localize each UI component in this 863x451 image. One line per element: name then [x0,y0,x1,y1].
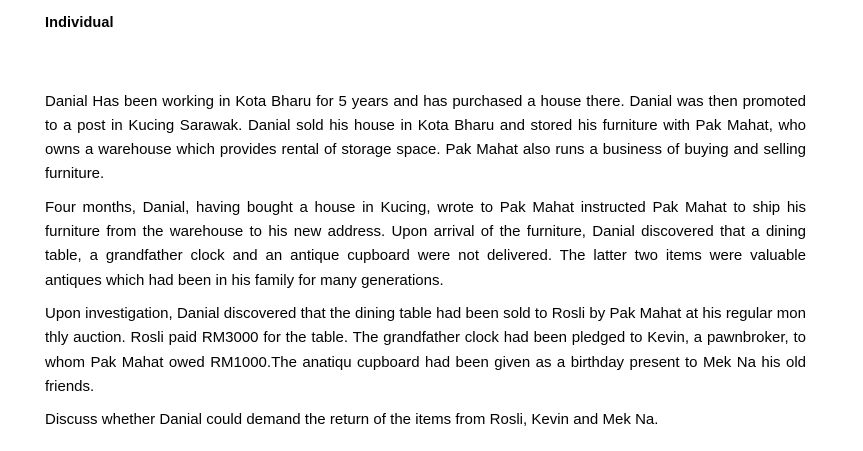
page-title: Individual [45,15,114,31]
body-paragraph-2: Four months, Danial, having bought a house in Kucing, wrote to Pak Mahat instructed Pak Mahat to ship his furniture from the warehouse to his new address. Upon arrival of the furniture, Danial discovered that a dining table, a grandfather clock and an antique cupboard were not delivered. The latter two items were valuable antiques which had been in his family for many generations. [45,198,806,289]
body-paragraph-4: Discuss whether Danial could demand the return of the items from Rosli, Kevin and Mek Na. [45,411,659,429]
heading-spacer [45,34,806,90]
body-paragraph-3: Upon investigation, Danial discovered that the dining table had been sold to Rosli by Pak Mahat at his regular mon thly auction. Rosli paid RM3000 for the table. The grandfather clock had been pledged to Kevin, a pawnbroker, to whom Pak Mahat owed RM1000.The anatiqu cupboard had been given as a birthday present to Mek Na his old friends. [45,304,806,395]
body-paragraph-1: Danial Has been working in Kota Bharu for 5 years and has purchased a house there. Danial was then promoted to a post in Kucing Sarawak. Danial sold his house in Kota Bharu and stored his furniture with Pak Mahat, who owns a warehouse which provides rental of storage space. Pak Mahat also runs a business of buying and selling furniture. [45,92,806,183]
